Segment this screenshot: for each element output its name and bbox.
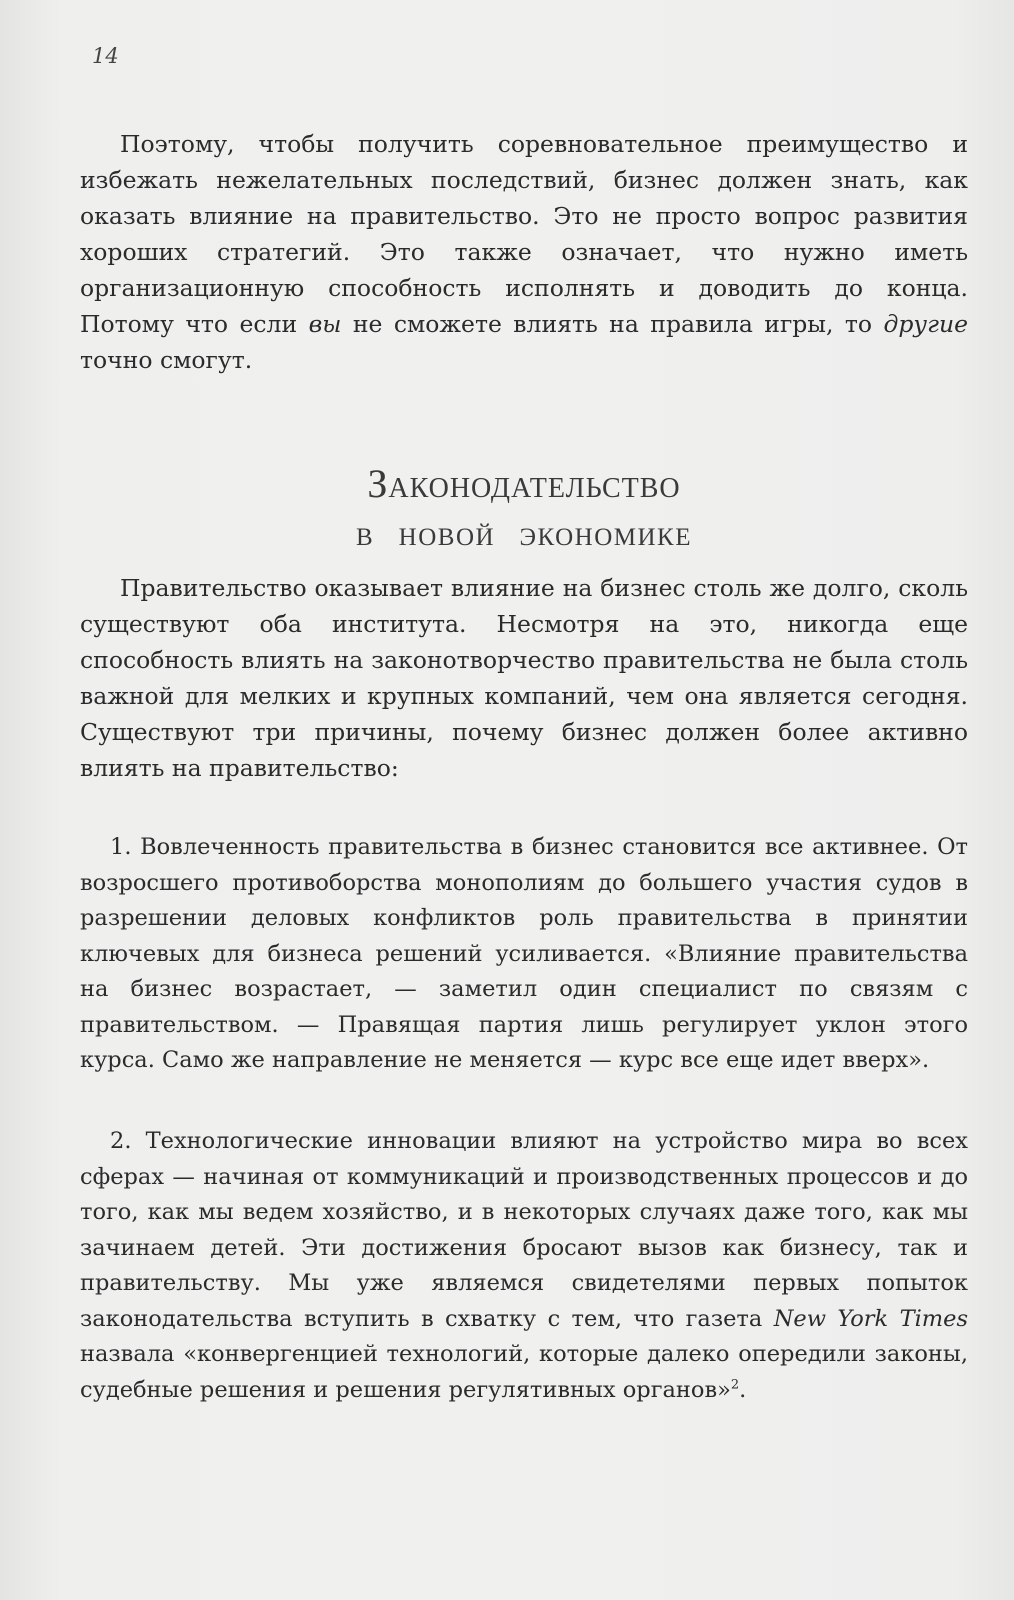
intro-text-a: Поэтому, чтобы получить соревновательное преимущество и избежать нежелательных последствий, бизнес должен знать, как оказать влияние на правительство. Это не просто вопрос развития хороших стратегий. Это также означает, что нужно иметь организационную способность исполнять и доводить до конца. Потому что если xyxy=(80,130,968,338)
item2-newspaper-title: New York Times xyxy=(773,1305,968,1332)
footnote-marker: 2 xyxy=(730,1377,740,1392)
intro-text-b: не сможете влиять на правила игры, то xyxy=(341,310,884,338)
intro-text-c: точно смогут. xyxy=(80,346,253,374)
item2-text-c: . xyxy=(739,1376,747,1403)
intro-emphasis-others: другие xyxy=(883,310,968,338)
main-paragraph: Правительство оказывает влияние на бизнес столь же долго, сколь существуют оба института. Несмотря на это, никогда еще способность влиять на законотворчество правительства не была столь важной для мелких и крупных компаний, чем она является сегодня. Существуют три причины, почему бизнес должен более активно влиять на правительство: xyxy=(80,574,968,782)
item2-text-a: 2. Технологические инновации влияют на устройство мира во всех сферах — начиная от коммуникаций и производственных процессов и до того, как мы ведем хозяйство, и в некоторых случаях даже того, как мы зачинаем детей. Эти достижения бросают вызов как бизнесу, так и правительству. Мы уже являемся свидетелями первых попыток законодательства вступить в схватку с тем, что газета xyxy=(80,1128,968,1332)
page-number: 14 xyxy=(92,44,119,68)
section-heading-line1: Законодательство xyxy=(367,461,681,506)
list-item-2 xyxy=(80,1124,968,1408)
section-heading-line2: в новой экономике xyxy=(355,513,692,553)
item2-text-b: назвала «конвергенцией технологий, которые далеко опередили законы, судебные решения и решения регулятивных органов» xyxy=(80,1341,968,1403)
intro-paragraph xyxy=(80,126,968,378)
list-item-1: 1. Вовлеченность правительства в бизнес становится все активнее. От возросшего противоборства монополиям до большего участия судов в разрешении деловых конфликтов роль правительства в принятии ключевых для бизнеса решений усиливается. «Влияние правительства на бизнес возрастает, — заметил один специалист по связям с правительством. — Правящая партия лишь регулирует уклон этого курса. Само же направление не меняется — курс все еще идет вверх». xyxy=(80,834,968,1073)
intro-emphasis-you: вы xyxy=(308,310,342,338)
